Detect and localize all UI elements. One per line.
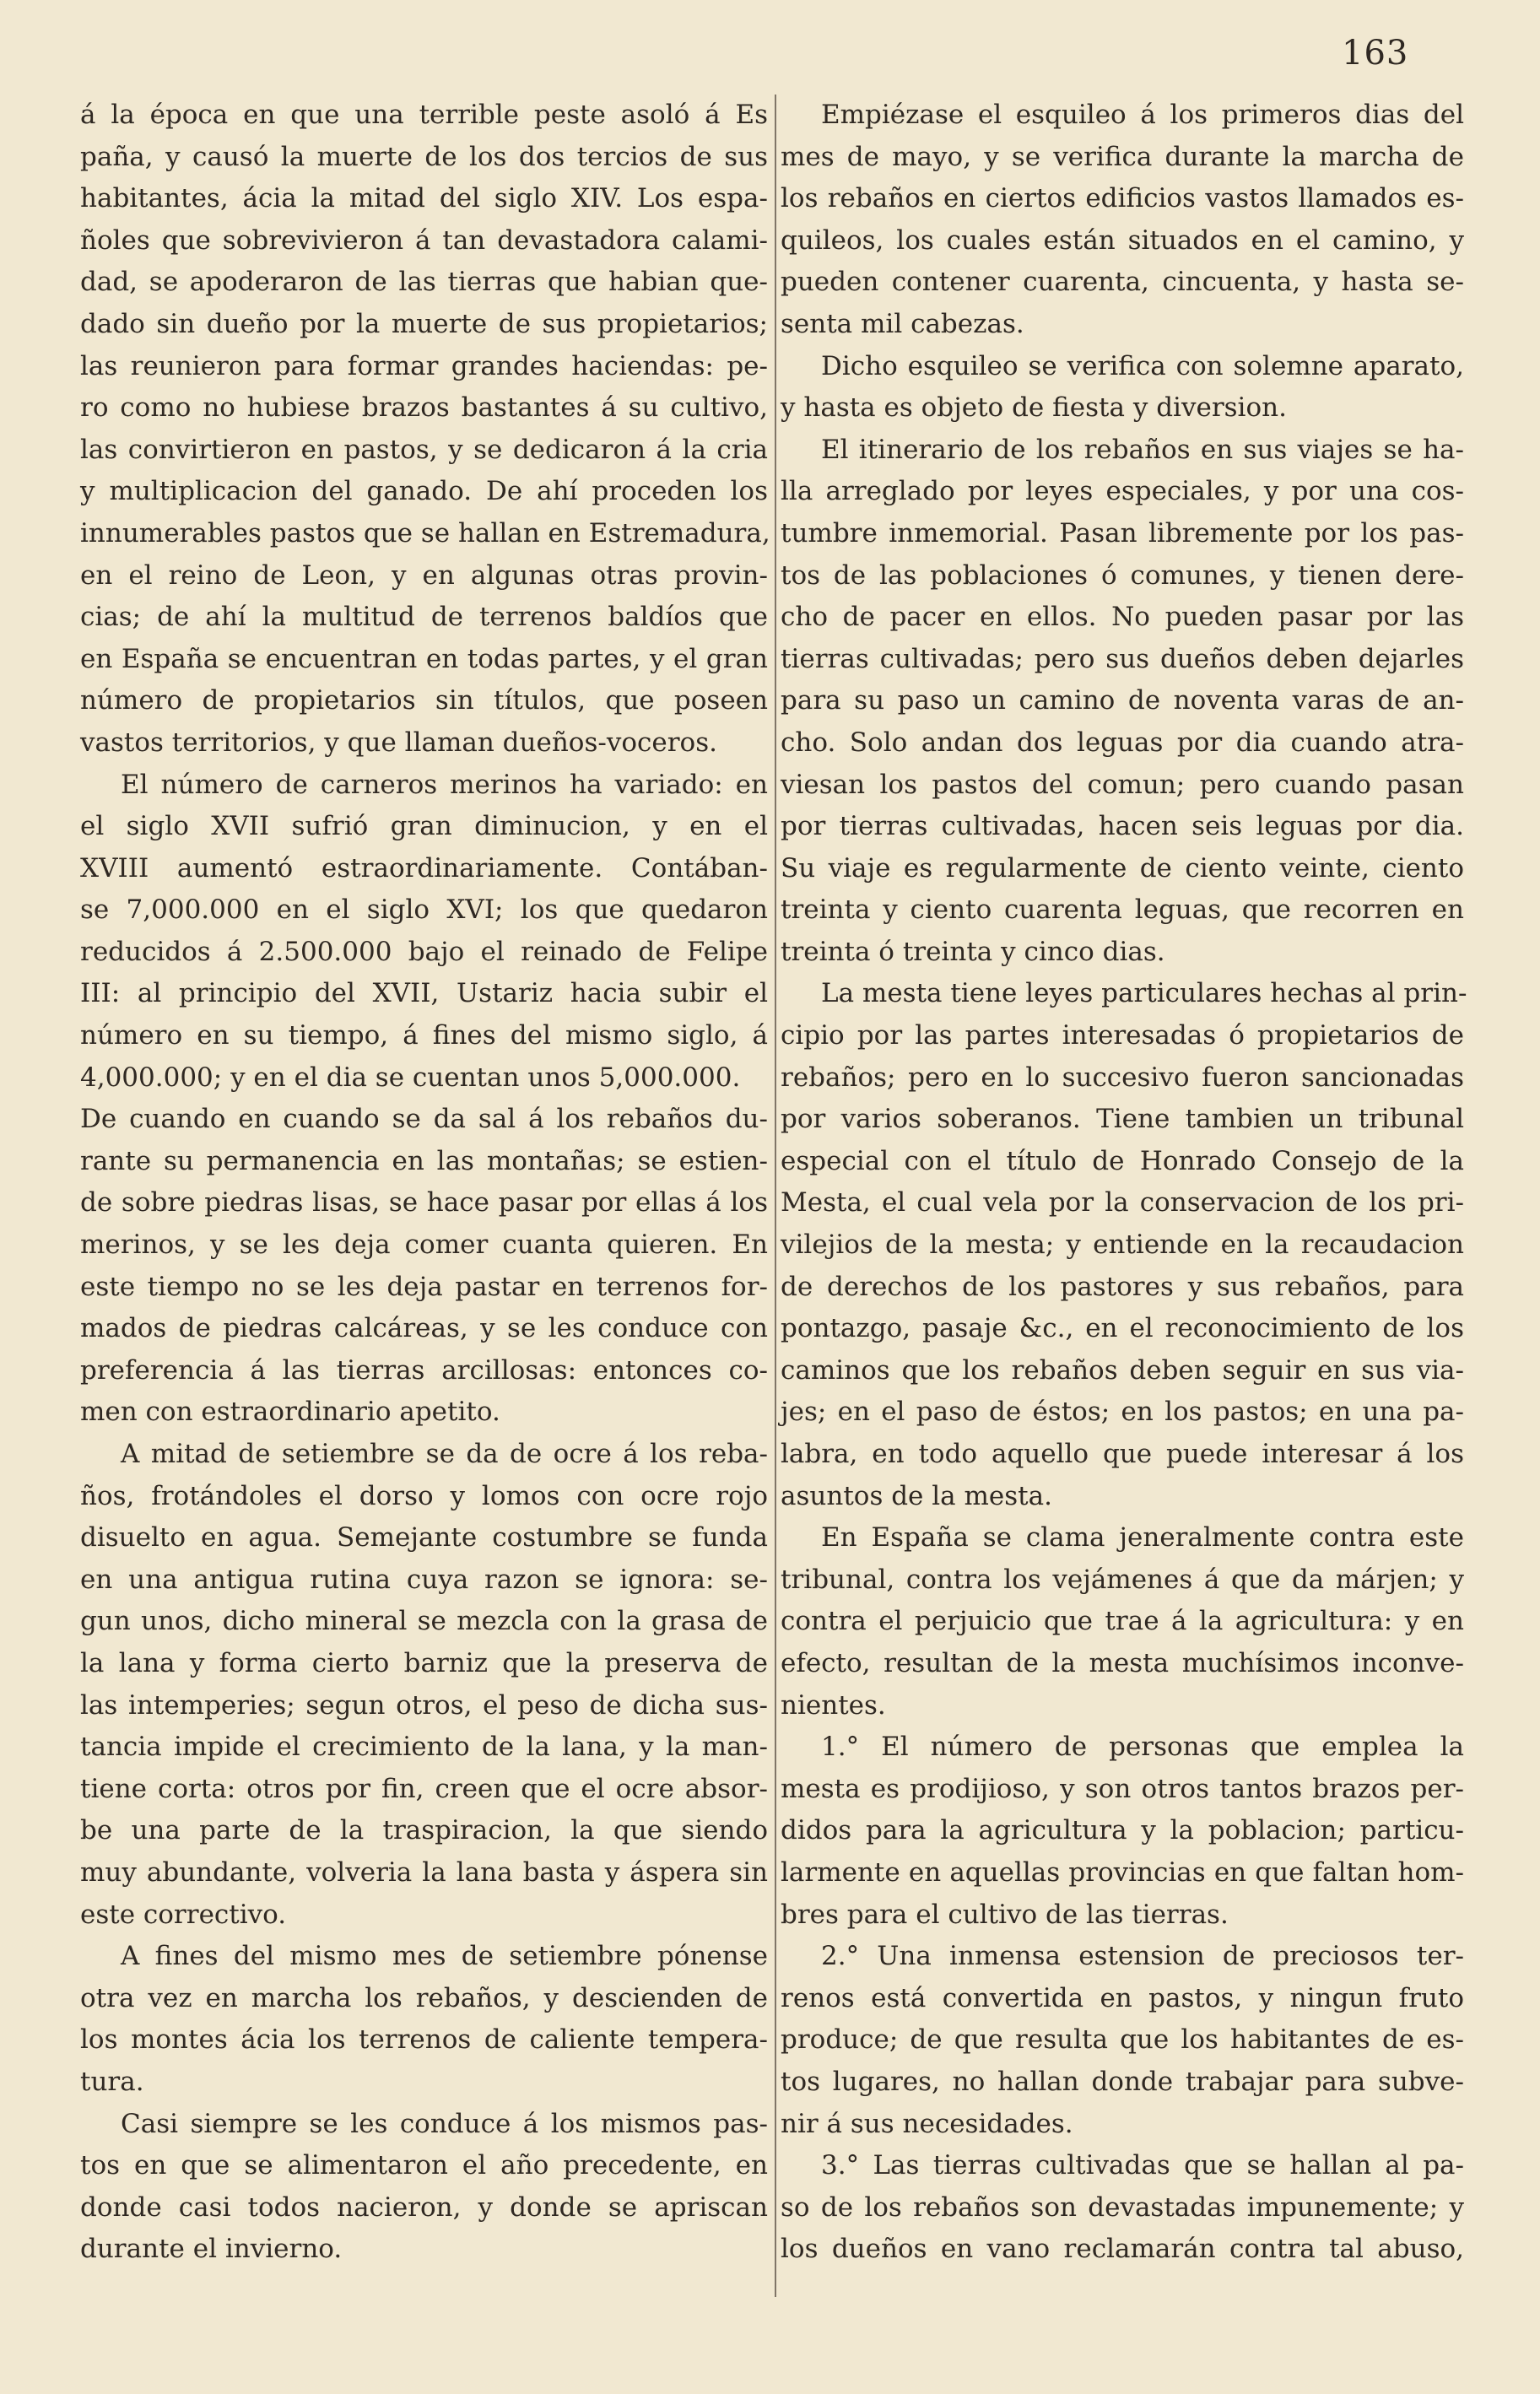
text-line: Dicho esquileo se verifica con solemne aparato, xyxy=(821,350,1464,381)
text-line: tierras cultivadas; pero sus dueños deben dejarles xyxy=(781,643,1464,674)
text-line: mados de piedras calcáreas, y se les conduce con xyxy=(80,1313,768,1344)
text-line: innumerables pastos que se hallan en Estremadura, xyxy=(80,517,770,549)
text-line: so de los rebaños son devastadas impunemente; y xyxy=(781,2191,1464,2223)
text-line: gun unos, dicho mineral se mezcla con la grasa de xyxy=(80,1606,768,1637)
text-line: para su paso un camino de noventa varas de an- xyxy=(781,685,1464,716)
text-line: III: al principio del XVII, Ustariz hacia subir el xyxy=(80,978,768,1009)
text-line: En España se clama jeneralmente contra este xyxy=(821,1522,1464,1554)
text-line: tura. xyxy=(80,2066,144,2097)
text-line: jes; en el paso de éstos; en los pastos; en una pa- xyxy=(781,1397,1464,1428)
text-line: especial con el título de Honrado Consejo de la xyxy=(781,1145,1464,1176)
text-line: bres para el cultivo de las tierras. xyxy=(781,1899,1229,1930)
text-line: be una parte de la traspiracion, la que siendo xyxy=(80,1815,768,1846)
text-line: en España se encuentran en todas partes, y el gran xyxy=(80,643,768,674)
text-line: número en su tiempo, á fines del mismo siglo, á xyxy=(80,1020,768,1051)
text-line: larmente en aquellas provincias en que faltan hom- xyxy=(781,1856,1464,1888)
text-line: rante su permanencia en las montañas; se estien- xyxy=(80,1145,768,1176)
text-line: 4,000.000; y en el dia se cuentan unos 5,000.000. xyxy=(80,1062,741,1093)
text-line: mesta es prodijioso, y son otros tantos brazos per- xyxy=(781,1773,1464,1804)
column-divider xyxy=(775,95,776,2297)
text-line: en el reino de Leon, y en algunas otras provin- xyxy=(80,559,768,591)
text-line: caminos que los rebaños deben seguir en sus via- xyxy=(781,1354,1464,1386)
text-line: dad, se apoderaron de las tierras que habian que- xyxy=(80,267,768,298)
text-line: 3.° Las tierras cultivadas que se hallan al pa- xyxy=(821,2150,1464,2181)
text-line: De cuando en cuando se da sal á los rebaños du- xyxy=(80,1104,768,1135)
text-line: produce; de que resulta que los habitantes de es- xyxy=(781,2024,1464,2056)
text-line: número de propietarios sin títulos, que poseen xyxy=(80,685,768,716)
text-line: los rebaños en ciertos edificios vastos llamados es- xyxy=(781,183,1464,214)
text-line: nientes. xyxy=(781,1689,886,1721)
text-line: vilejios de la mesta; y entiende en la recaudacion xyxy=(781,1229,1464,1261)
text-line: labra, en todo aquello que puede interesar á los xyxy=(781,1439,1464,1469)
text-line: treinta y ciento cuarenta leguas, que recorren en xyxy=(781,894,1464,926)
text-line: disuelto en agua. Semejante costumbre se funda xyxy=(80,1522,768,1554)
text-line: tumbre inmemorial. Pasan libremente por los pas- xyxy=(781,517,1464,549)
text-line: ños, frotándoles el dorso y lomos con ocre rojo xyxy=(80,1480,768,1511)
text-line: este correctivo. xyxy=(80,1899,287,1930)
text-line: durante el invierno. xyxy=(80,2234,343,2265)
text-line: paña, y causó la muerte de los dos tercios de sus xyxy=(80,141,768,172)
text-line: Empiézase el esquileo á los primeros dias del xyxy=(821,100,1464,130)
text-line: senta mil cabezas. xyxy=(781,308,1024,339)
text-line: tos de las poblaciones ó comunes, y tienen dere- xyxy=(781,559,1464,591)
text-line: men con estraordinario apetito. xyxy=(80,1397,500,1428)
text-line: pontazgo, pasaje &c., en el reconocimiento de los xyxy=(781,1313,1464,1344)
text-line: tos en que se alimentaron el año precedente, en xyxy=(80,2150,768,2181)
text-line: y hasta es objeto de fiesta y diversion. xyxy=(781,392,1287,424)
text-line: de sobre piedras lisas, se hace pasar por ellas á los xyxy=(80,1187,768,1219)
text-line: por varios soberanos. Tiene tambien un tribunal xyxy=(781,1104,1464,1135)
text-line: 2.° Una inmensa estension de preciosos ter- xyxy=(821,1941,1464,1972)
text-line: asuntos de la mesta. xyxy=(781,1480,1052,1511)
text-line: las convirtieron en pastos, y se dedicaron á la cria xyxy=(80,434,768,465)
text-line: vastos territorios, y que llaman dueños-voceros. xyxy=(80,727,717,758)
text-line: didos para la agricultura y la poblacion; particu- xyxy=(781,1815,1464,1846)
text-line: lla arreglado por leyes especiales, y por una cos- xyxy=(781,476,1464,507)
text-line: Su viaje es regularmente de ciento veinte, ciento xyxy=(781,852,1464,884)
text-line: viesan los pastos del comun; pero cuando pasan xyxy=(781,769,1464,800)
text-line: dado sin dueño por la muerte de sus propietarios; xyxy=(80,308,768,339)
text-line: muy abundante, volveria la lana basta y áspera sin xyxy=(80,1856,768,1888)
text-line: nir á sus necesidades. xyxy=(781,2108,1073,2139)
text-line: la lana y forma cierto barniz que la preserva de xyxy=(80,1647,768,1678)
text-line: los dueños en vano reclamarán contra tal abuso, xyxy=(781,2234,1464,2265)
text-line: habitantes, ácia la mitad del siglo XIV. Los espa- xyxy=(80,183,768,214)
text-line: se 7,000.000 en el siglo XVI; los que quedaron xyxy=(80,894,768,926)
text-line: ñoles que sobrevivieron á tan devastadora calami- xyxy=(80,224,768,256)
text-line: A mitad de setiembre se da de ocre á los reba- xyxy=(121,1439,768,1469)
text-line: tos lugares, no hallan donde trabajar para subve- xyxy=(781,2066,1464,2097)
text-line: por tierras cultivadas, hacen seis leguas por dia. xyxy=(781,811,1464,842)
text-line: cho. Solo andan dos leguas por dia cuando atra- xyxy=(781,727,1464,758)
text-line: contra el perjuicio que trae á la agricultura: y en xyxy=(781,1606,1464,1637)
text-line: preferencia á las tierras arcillosas: entonces co- xyxy=(80,1354,768,1386)
text-line: El número de carneros merinos ha variado: en xyxy=(121,769,768,800)
text-line: cipio por las partes interesadas ó propietarios de xyxy=(781,1020,1464,1051)
text-line: en una antigua rutina cuya razon se ignora: se- xyxy=(80,1564,768,1595)
text-line: los montes ácia los terrenos de caliente tempera- xyxy=(80,2024,768,2056)
right-text-column xyxy=(781,95,1467,2271)
text-line: ro como no hubiese brazos bastantes á su cultivo, xyxy=(80,392,768,424)
text-line: el siglo XVII sufrió gran diminucion, y en el xyxy=(80,811,768,842)
text-line: cias; de ahí la multitud de terrenos baldíos que xyxy=(80,602,768,633)
text-line: mes de mayo, y se verifica durante la marcha de xyxy=(781,141,1464,172)
text-line: á la época en que una terrible peste asoló á Es xyxy=(80,100,768,130)
text-line: rebaños; pero en lo succesivo fueron sancionadas xyxy=(781,1062,1464,1093)
text-line: XVIII aumentó estraordinariamente. Contában- xyxy=(80,852,768,884)
text-line: A fines del mismo mes de setiembre pónense xyxy=(121,1941,768,1972)
text-line: tiene corta: otros por fin, creen que el ocre absor- xyxy=(80,1773,768,1804)
text-line: Mesta, el cual vela por la conservacion de los pri- xyxy=(781,1187,1464,1219)
text-line: de derechos de los pastores y sus rebaños, para xyxy=(781,1271,1464,1302)
text-line: tancia impide el crecimiento de la lana, y la man- xyxy=(80,1732,768,1763)
text-line: donde casi todos nacieron, y donde se apriscan xyxy=(80,2191,768,2223)
text-line: El itinerario de los rebaños en sus viajes se ha- xyxy=(821,434,1464,465)
text-line: pueden contener cuarenta, cincuenta, y hasta se- xyxy=(781,267,1464,298)
text-line: tribunal, contra los vejámenes á que da márjen; y xyxy=(781,1564,1464,1595)
text-line: las intemperies; segun otros, el peso de dicha sus- xyxy=(80,1689,768,1721)
text-line: efecto, resultan de la mesta muchísimos inconve- xyxy=(781,1647,1464,1678)
text-line: quileos, los cuales están situados en el camino, y xyxy=(781,224,1464,256)
text-line: merinos, y se les deja comer cuanta quieren. En xyxy=(80,1229,768,1261)
text-line: cho de pacer en ellos. No pueden pasar por las xyxy=(781,602,1464,633)
text-line: las reunieron para formar grandes haciendas: pe- xyxy=(80,350,768,381)
text-line: este tiempo no se les deja pastar en terrenos for- xyxy=(80,1271,768,1302)
text-line: La mesta tiene leyes particulares hechas al prin- xyxy=(821,978,1467,1009)
text-line: Casi siempre se les conduce á los mismos pas- xyxy=(121,2108,768,2139)
text-line: reducidos á 2.500.000 bajo el reinado de Felipe xyxy=(80,936,768,967)
text-line: y multiplicacion del ganado. De ahí proceden los xyxy=(80,476,768,507)
left-text-column xyxy=(80,95,768,2271)
page-number: 163 xyxy=(1342,34,1409,73)
text-line: renos está convertida en pastos, y ningun fruto xyxy=(781,1982,1464,2013)
text-line: 1.° El número de personas que emplea la xyxy=(821,1732,1464,1763)
text-line: treinta ó treinta y cinco dias. xyxy=(781,936,1165,967)
text-line: otra vez en marcha los rebaños, y descienden de xyxy=(80,1982,768,2013)
